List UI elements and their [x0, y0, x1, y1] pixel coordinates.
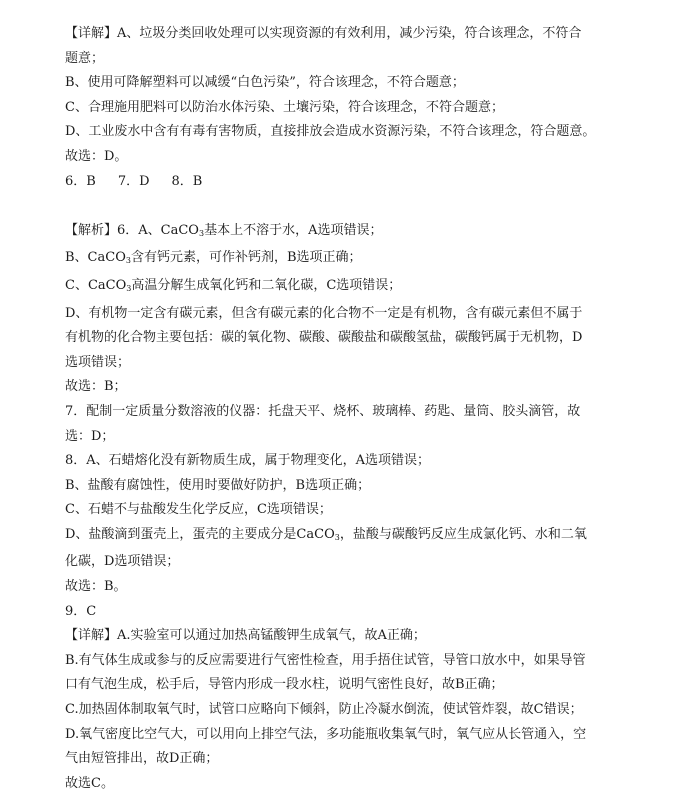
section-waste-answer — [65, 22, 655, 194]
paragraph-line: C、合理施用肥料可以防治水体污染、土壤污染，符合该理念，不符合题意； — [65, 99, 504, 115]
subscript: 3 — [126, 283, 132, 293]
paragraph-line: 选：D； — [65, 428, 115, 444]
paragraph-line: 7．配制一定质量分数溶液的仪器：托盘天平、烧杯、玻璃棒、药匙、量筒、胶头滴管，故 — [65, 403, 581, 419]
paragraph-line — [65, 246, 655, 274]
paragraph-line: 有机物的化合物主要包括：碳的氧化物、碳酸、碳酸盐和碳酸氢盐，碳酸钙属于无机物，D — [65, 330, 583, 346]
text-run: 含有钙元素，可作补钙剂，B选项正确； — [130, 250, 362, 266]
document-page — [65, 22, 655, 796]
paragraph-line: B、使用可降解塑料可以减缓“白色污染”，符合该理念，不符合题意； — [65, 75, 465, 91]
subscript: 3 — [334, 532, 340, 542]
paragraph-line: 化碳，D选项错误； — [65, 554, 180, 570]
paragraph-line: C.加热固体制取氧气时，试管口应略向下倾斜，防止冷凝水倒流，使试管炸裂，故C错误； — [65, 702, 583, 718]
answer-9: 9．C — [65, 603, 97, 619]
text-run: ，盐酸与碳酸钙反应生成氯化钙、水和二氧 — [339, 526, 587, 542]
paragraph-line: 故选：B。 — [65, 579, 127, 595]
answer-8: 8．B — [171, 173, 203, 189]
text-run: B、CaCO — [65, 250, 126, 266]
paragraph-line: B、盐酸有腐蚀性，使用时要做好防护，B选项正确； — [65, 477, 371, 493]
paragraph-line: C、石蜡不与盐酸发生化学反应，C选项错误； — [65, 502, 332, 518]
paragraph-line: 【详解】A、垃圾分类回收处理可以实现资源的有效利用，减少污染，符合该理念，不符合 — [65, 26, 582, 41]
paragraph-line: 口有气泡生成，松手后，导管内形成一段水柱，说明气密性良好，故B正确； — [65, 677, 504, 693]
text-run: C、CaCO — [65, 277, 127, 293]
paragraph-line: 故选C。 — [65, 775, 114, 791]
paragraph-line: 故选：B； — [65, 379, 127, 395]
paragraph-line: 故选：D。 — [65, 148, 128, 164]
paragraph-line: 【详解】A.实验室可以通过加热高锰酸钾生成氧气，故A正确； — [65, 628, 426, 644]
paragraph-line: 气由短管排出，故D正确； — [65, 751, 219, 767]
paragraph-line: D.氧气密度比空气大，可以用向上排空气法，多功能瓶收集氧气时，氧气应从长管通入，空 — [65, 726, 587, 742]
paragraph-line: D、有机物一定含有碳元素，但含有碳元素的化合物不一定是有机物，含有碳元素但不属于 — [65, 305, 583, 321]
paragraph-line — [65, 219, 655, 247]
paragraph-line: B.有气体生成或参与的反应需要进行气密性检查，用手捂住试管，导管口放水中，如果导管 — [65, 652, 586, 668]
paragraph-line: 题意； — [65, 50, 105, 66]
paragraph-line — [65, 523, 655, 551]
paragraph-line: D、工业废水中含有有毒有害物质，直接排放会造成水资源污染，不符合该理念，符合题意。 — [65, 124, 596, 140]
paragraph-line — [65, 274, 655, 302]
answer-7: 7．D — [117, 173, 150, 189]
subscript: 3 — [125, 256, 131, 266]
answer-6: 6．B — [65, 173, 96, 189]
subscript: 3 — [198, 228, 205, 238]
paragraph-line: 8．A、石蜡熔化没有新物质生成，属于物理变化，A选项错误； — [65, 453, 431, 469]
spacer — [65, 194, 655, 219]
paragraph-line: 选项错误； — [65, 354, 131, 370]
text-run: D、盐酸滴到蛋壳上，蛋壳的主要成分是CaCO — [65, 526, 335, 542]
answer-key-row — [65, 170, 655, 195]
text-run: 【解析】6．A、CaCO — [65, 222, 199, 238]
text-run: 基本上不溶于水，A选项错误； — [204, 222, 383, 238]
text-run: 高温分解生成氧化钙和二氧化碳，C选项错误； — [131, 277, 402, 293]
section-question-9 — [65, 600, 655, 797]
section-analysis-6-8 — [65, 219, 655, 600]
